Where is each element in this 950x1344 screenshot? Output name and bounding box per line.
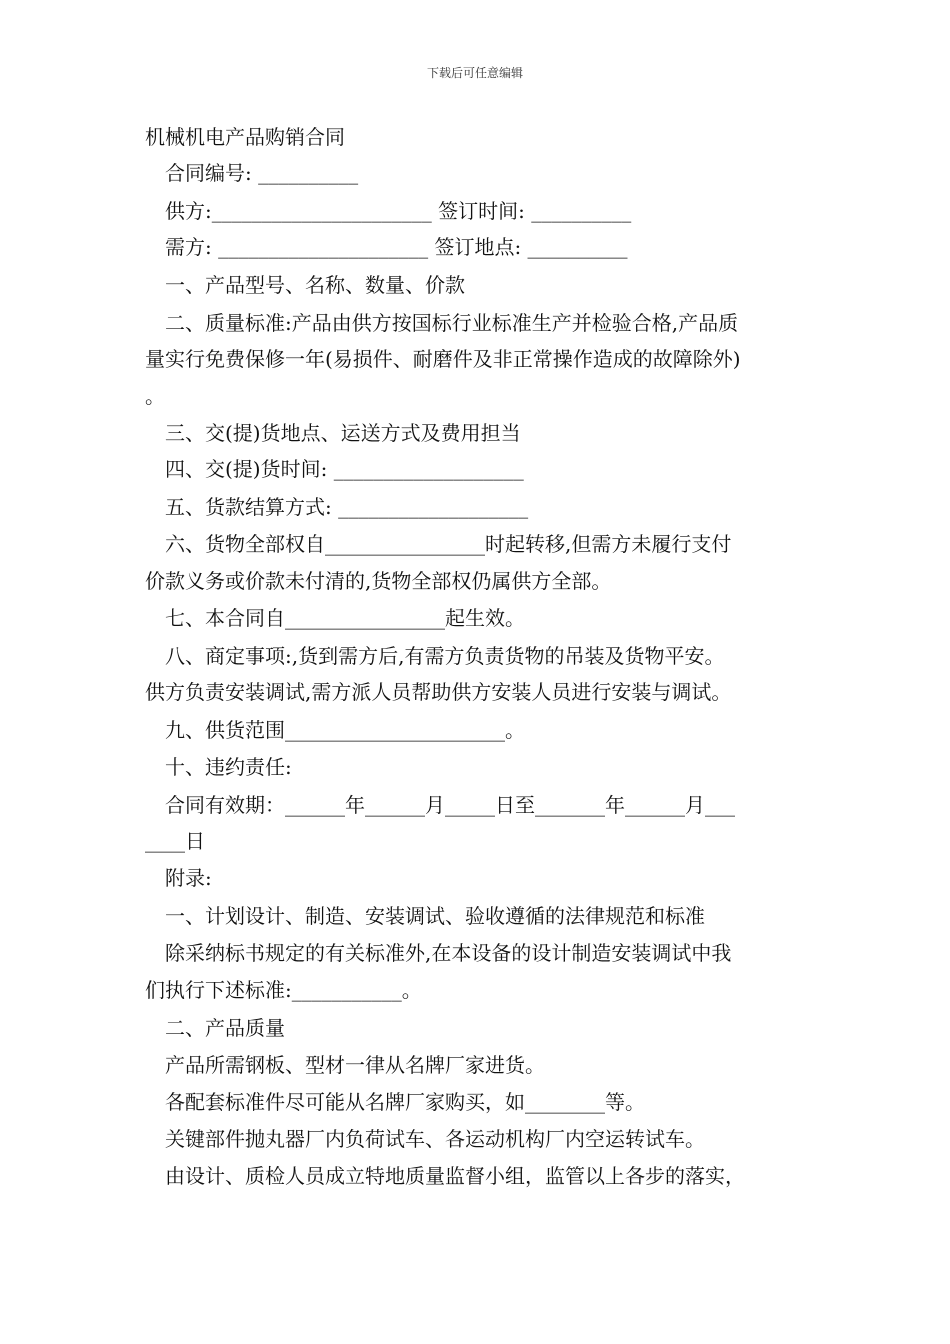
document-title: 机械机电产品购销合同	[145, 125, 345, 149]
validity-line-1: 合同有效期：______年______月_____日至_______年______月___	[165, 793, 735, 817]
clause-7: 七、本合同自________________起生效。	[165, 606, 525, 630]
appendix-2-text-4: 由设计、质检人员成立特地质量监督小组，监管以上各步的落实，	[165, 1164, 745, 1188]
appendix-2: 二、产品质量	[165, 1016, 285, 1040]
supplier-line: 供方:______________________ 签订时间: __________	[165, 199, 632, 223]
contract-number-line: 合同编号: __________	[165, 161, 359, 185]
appendix-1-text-line-1: 除采纳标书规定的有关标准外,在本设备的设计制造安装调试中我	[165, 941, 732, 965]
appendix-1: 一、计划设计、制造、安装调试、验收遵循的法律规范和标准	[165, 904, 705, 928]
appendix-1-text-line-2: 们执行下述标准:___________。	[145, 978, 422, 1002]
clause-6-line-2: 价款义务或价款未付清的,货物全部权仍属供方全部。	[145, 569, 612, 593]
clause-9: 九、供货范围______________________。	[165, 718, 525, 742]
clause-1: 一、产品型号、名称、数量、价款	[165, 273, 465, 297]
appendix-2-text-1: 产品所需钢板、型材一律从名牌厂家进货。	[165, 1053, 545, 1077]
appendix-heading: 附录:	[165, 866, 212, 890]
clause-5: 五、货款结算方式: ___________________	[165, 495, 529, 519]
clause-2-line-3: 。	[145, 384, 165, 408]
clause-3: 三、交(提)货地点、运送方式及费用担当	[165, 421, 521, 445]
clause-2-line-2: 量实行免费保修一年(易损件、耐磨件及非正常操作造成的故障除外)	[145, 347, 741, 371]
page-header: 下载后可任意编辑	[426, 66, 523, 80]
clause-4: 四、交(提)货时间: ___________________	[165, 457, 524, 481]
clause-8-line-2: 供方负责安装调试,需方派人员帮助供方安装人员进行安装与调试。	[145, 680, 732, 704]
buyer-line: 需方: _____________________ 签订地点: __________	[165, 235, 628, 259]
clause-2-line-1: 二、质量标准:产品由供方按国标行业标准生产并检验合格,产品质	[165, 311, 739, 335]
clause-8-line-1: 八、商定事项:,货到需方后,有需方负责货物的吊装及货物平安。	[165, 644, 725, 668]
clause-10: 十、违约责任:	[165, 755, 292, 779]
validity-line-2: ____日	[145, 829, 205, 853]
appendix-2-text-2: 各配套标准件尽可能从名牌厂家购买，如________等。	[165, 1090, 645, 1114]
appendix-2-text-3: 关键部件抛丸器厂内负荷试车、各运动机构厂内空运转试车。	[165, 1127, 705, 1151]
clause-6-line-1: 六、货物全部权自________________时起转移,但需方未履行支付	[165, 532, 732, 556]
